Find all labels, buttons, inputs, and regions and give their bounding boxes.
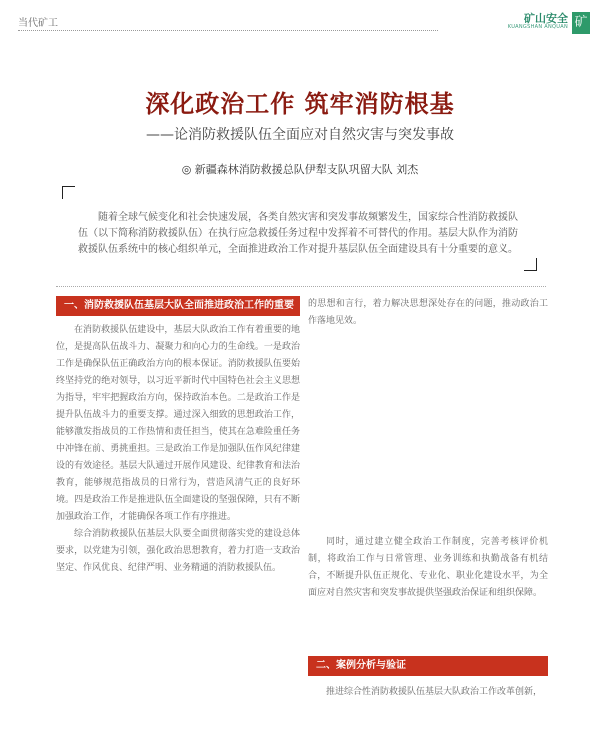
section-heading-2: 二、案例分析与验证 xyxy=(308,656,548,676)
logo-subtext: KUANGSHAN ANQUAN xyxy=(507,24,568,30)
body-paragraph: 的思想和言行，着力解决思想深处存在的问题，推动政治工作落地见效。 xyxy=(308,299,548,326)
abstract-bracket-bottom-right xyxy=(524,258,537,271)
body-paragraph: 同时，通过建立健全政治工作制度，完善考核评价机制，将政治工作与日常管理、业务训练和执勤战备有机结合，不断提升队伍正规化、专业化、职业化建设水平，为全面应对自然灾害和突发事故提供坚强政治保证和组织保障。 xyxy=(308,537,548,598)
journal-logo xyxy=(468,10,590,38)
logo-text: 矿山安全 xyxy=(524,12,568,25)
body-paragraph: 推进综合性消防救援队伍基层大队政治工作改革创新， xyxy=(326,687,543,697)
article-title: 深化政治工作 筑牢消防根基 xyxy=(145,89,455,118)
section-heading-1: 一、消防救援队伍基层大队全面推进政治工作的重要性 xyxy=(56,296,300,316)
body-paragraph: 在消防救援队伍建设中，基层大队政治工作有着重要的地位，是提高队伍战斗力、凝聚力和向心力的生命线。一是政治工作是确保队伍正确政治方向的根本保证。消防救援队伍要始终坚持党的绝对领导，以习近平新时代中国特色社会主义思想为指导，牢牢把握政治方向，保持政治本色。二是政治工作是提升队伍战斗力的重要支撑。通过深入细致的思想政治工作，能够激发指战员的工作热情和责任担当，使其在急难险重任务中冲锋在前、勇挑重担。三是政治工作是加强队伍作风纪律建设的有效途径。基层大队通过开展作风建设、纪律教育和法治教育，能够规范指战员的日常行为，营造风清气正的良好环境。四是政治工作是推进队伍全面建设的坚强保障，只有不断加强政治工作，才能确保各项工作有序推进。 xyxy=(56,325,300,522)
article-author: ◎ 新疆森林消防救援总队伊犁支队巩留大队 刘杰 xyxy=(181,163,419,176)
article-subtitle: ——论消防救援队伍全面应对自然灾害与突发事故 xyxy=(146,127,454,143)
body-column-right-bottom xyxy=(308,684,548,701)
body-column-left xyxy=(56,322,300,577)
abstract-separator xyxy=(56,286,546,287)
body-column-right-top xyxy=(308,296,548,330)
header-rule xyxy=(18,30,438,31)
article-abstract: 随着全球气候变化和社会快速发展，各类自然灾害和突发事故频繁发生，国家综合性消防救援队伍（以下简称消防救援队伍）在执行应急救援任务过程中发挥着不可替代的作用。基层大队作为消防救援队伍系统中的核心组织单元，全面推进政治工作对提升基层队伍全面建设具有十分重要的意义。 xyxy=(78,212,518,255)
body-paragraph: 综合消防救援队伍基层大队要全面贯彻落实党的建设总体要求，以党建为引领，强化政治思想教育，着力打造一支政治坚定、作风优良、纪律严明、业务精通的消防救援队伍。 xyxy=(56,529,300,573)
abstract-bracket-top-left xyxy=(62,186,75,199)
body-column-right-middle xyxy=(308,534,548,602)
journal-section-label: 当代矿工 xyxy=(18,18,58,29)
logo-mark: 矿 xyxy=(572,12,590,34)
